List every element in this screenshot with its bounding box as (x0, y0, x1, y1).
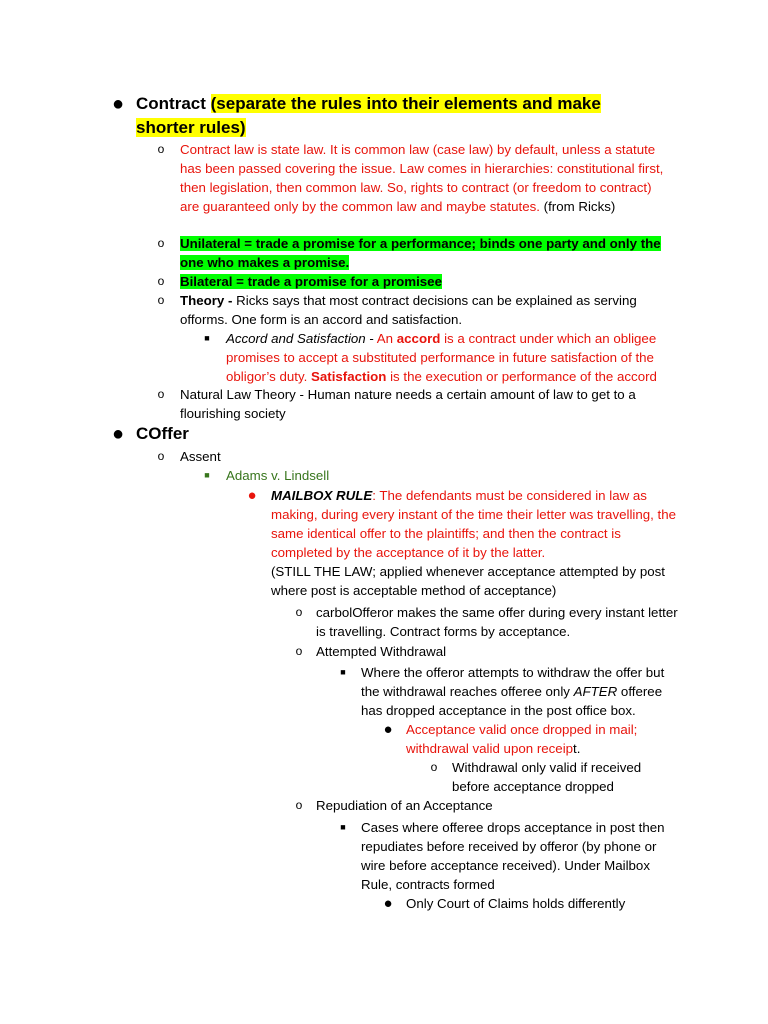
contract-law-item (180, 140, 670, 216)
coffer-label: COffer (136, 424, 189, 443)
circle-bullet-icon: o (157, 449, 165, 463)
circle-bullet-icon: o (295, 798, 303, 812)
circle-bullet-icon: o (295, 605, 303, 619)
red-bullet-icon: ● (247, 487, 257, 504)
square-bullet-icon: ■ (204, 470, 210, 480)
mailbox-colon: : (372, 488, 376, 503)
square-bullet-icon: ■ (204, 333, 210, 343)
bullet-icon: ● (111, 93, 125, 115)
square-bullet-icon: ■ (340, 667, 346, 677)
repudiation-item (316, 796, 678, 815)
mailbox-text: The defendants must be considered in law as making, during every instant of the time their letter was travelling, the same identical offer to the plaintiffs; and then the contract is completed by the acceptance of it by the latter. (271, 488, 677, 560)
unilateral-item (180, 234, 670, 272)
cases-where-item (361, 818, 683, 894)
mailbox-rule-item (271, 486, 681, 600)
contract-law-source: (from Ricks) (539, 199, 616, 214)
carbol-text: carbolOfferor makes the same offer during every instant letter is travelling. Contract forms by acceptance. (316, 605, 678, 639)
accord-text-2: is the execution or performance of the accord (386, 369, 657, 384)
circle-bullet-icon: o (157, 142, 165, 156)
withdrawal-only-item (452, 758, 672, 796)
theory-item (180, 291, 670, 329)
where-offeror-post: offeree has dropped acceptance in the post office box. (361, 684, 663, 718)
accord-text-1: is a contract under which an obligee promises to accept a substituted performance in future satisfaction of the obligor’s duty. (226, 331, 657, 384)
where-offeror-after: AFTER (573, 684, 618, 699)
circle-bullet-icon: o (157, 293, 165, 307)
contract-label: Contract (136, 94, 206, 113)
theory-text: Ricks says that most contract decisions can be explained as serving offorms. One form is an accord and satisfaction. (180, 293, 637, 327)
square-bullet-icon: ■ (340, 822, 346, 832)
bullet-icon: ● (383, 721, 393, 738)
attempted-withdrawal-text: Attempted Withdrawal (316, 644, 447, 659)
acceptance-valid-item (406, 720, 666, 758)
circle-bullet-icon: o (157, 387, 165, 401)
assent-text: Assent (180, 449, 221, 464)
only-court-item (406, 894, 676, 913)
bullet-icon: ● (111, 423, 125, 445)
mailbox-label: MAILBOX RULE (271, 488, 373, 503)
withdrawal-only-text: Withdrawal only valid if received before acceptance dropped (452, 760, 642, 794)
accord-an: An (376, 331, 397, 346)
satisfaction-word: Satisfaction (311, 369, 387, 384)
where-offeror-item (361, 663, 681, 720)
contract-heading (136, 92, 636, 140)
natural-law-text: Natural Law Theory - Human nature needs a certain amount of law to get to a flourishing society (180, 387, 636, 421)
carbol-item (316, 603, 678, 641)
bilateral-item (180, 272, 670, 291)
acceptance-valid-black: t. (573, 741, 581, 756)
accord-dash: - (365, 331, 377, 346)
contract-note: (separate the rules into their elements and make shorter rules) (136, 94, 601, 137)
accord-title: Accord and Satisfaction (226, 331, 366, 346)
accord-item (226, 329, 682, 386)
attempted-withdrawal-item (316, 642, 678, 661)
coffer-heading (136, 422, 436, 446)
bilateral-text: Bilateral = trade a promise for a promisee (180, 274, 442, 289)
circle-bullet-icon: o (295, 644, 303, 658)
case-name-item (226, 466, 526, 485)
repudiation-text: Repudiation of an Acceptance (316, 798, 493, 813)
natural-law-item (180, 385, 670, 423)
theory-label: Theory - (180, 293, 233, 308)
acceptance-valid-red: Acceptance valid once dropped in mail; withdrawal valid upon receip (406, 722, 638, 756)
bullet-icon: ● (383, 895, 393, 912)
accord-word: accord (396, 331, 441, 346)
contract-law-text: Contract law is state law. It is common law (case law) by default, unless a statute has been passed covering the issue. Law comes in hierarchies: constitutional first, then legislation, then common law. So, rights to contract (or freedom to contract) are guaranteed only by the common law and maybe statutes. (180, 142, 664, 214)
circle-bullet-icon: o (157, 236, 165, 250)
assent-item (180, 447, 480, 466)
where-offeror-pre: Where the offeror attempts to withdraw the offer but the withdrawal reaches offeree only (361, 665, 665, 699)
circle-bullet-icon: o (430, 760, 438, 774)
case-name: Adams v. Lindsell (226, 468, 330, 483)
cases-where-text: Cases where offeree drops acceptance in post then repudiates before received by offeror (by phone or wire before acceptance received). Under Mailbox Rule, contracts formed (361, 820, 665, 892)
circle-bullet-icon: o (157, 274, 165, 288)
only-court-text: Only Court of Claims holds differently (406, 896, 626, 911)
mailbox-note: (STILL THE LAW; applied whenever acceptance attempted by post where post is acceptable method of acceptance) (271, 564, 665, 598)
unilateral-text: Unilateral = trade a promise for a performance; binds one party and only the one who makes a promise. (180, 236, 661, 270)
